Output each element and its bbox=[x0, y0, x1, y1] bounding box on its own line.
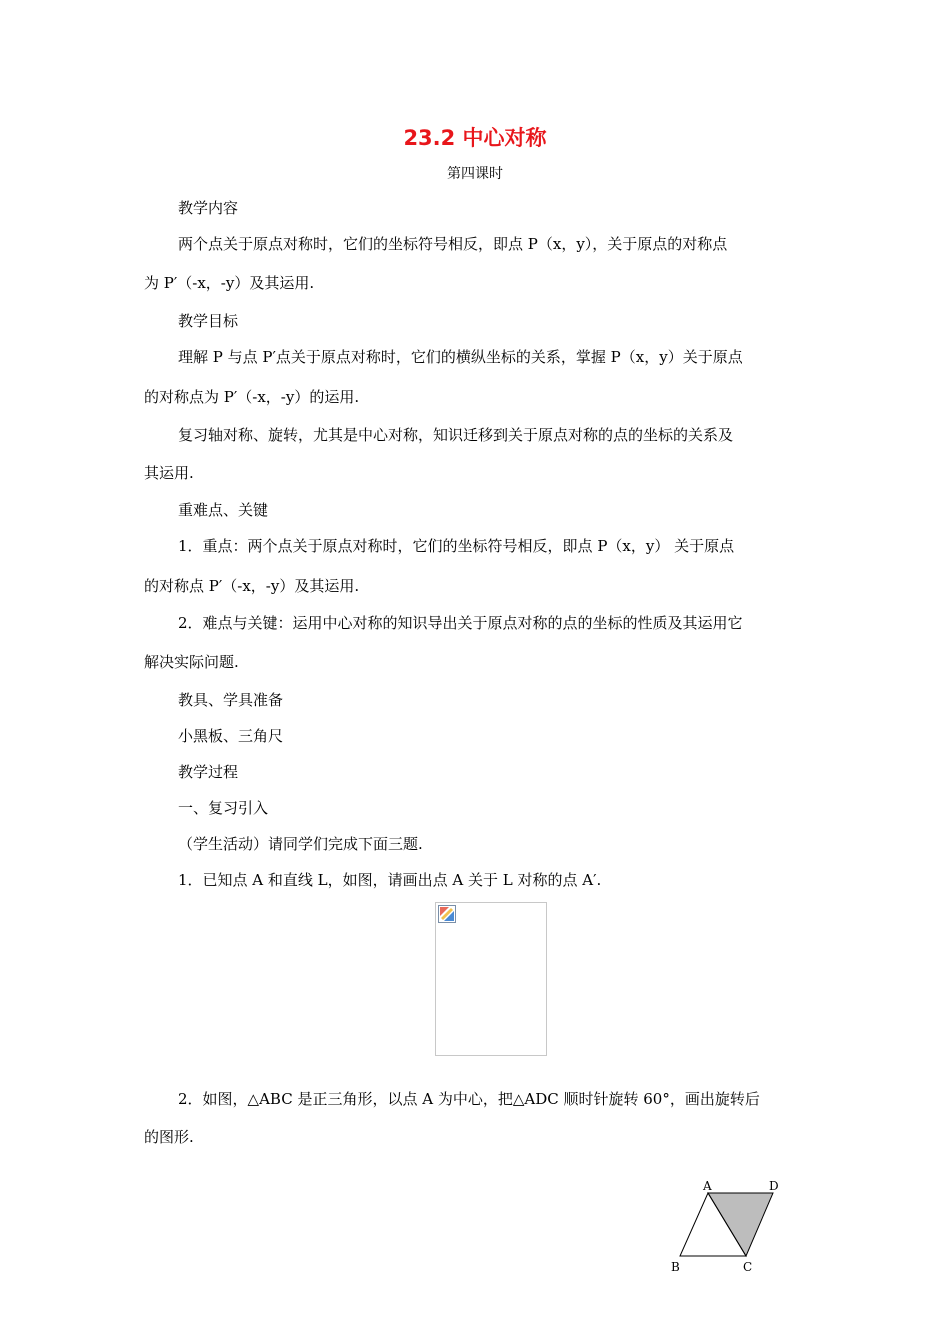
paragraph-line: 为 P′（-x，-y）及其运用. bbox=[144, 274, 315, 292]
heading-teaching-goals: 教学目标 bbox=[178, 312, 239, 330]
heading-teaching-content: 教学内容 bbox=[178, 199, 239, 217]
label-c: C bbox=[743, 1260, 753, 1274]
paragraph-line: 其运用. bbox=[144, 464, 194, 482]
page-title: 23.2 中心对称 bbox=[403, 126, 547, 150]
paragraph-line: （学生活动）请同学们完成下面三题. bbox=[178, 835, 423, 853]
question-1: 1．已知点 A 和直线 L，如图，请画出点 A 关于 L 对称的点 A′. bbox=[178, 871, 602, 889]
paragraph-line: 两个点关于原点对称时，它们的坐标符号相反，即点 P（x，y），关于原点的对称点 bbox=[178, 235, 728, 253]
paragraph-line: 2．难点与关键：运用中心对称的知识导出关于原点对称的点的坐标的性质及其运用它 bbox=[178, 614, 743, 632]
heading-tools: 教具、学具准备 bbox=[178, 691, 284, 709]
label-a: A bbox=[703, 1179, 712, 1193]
label-d: D bbox=[769, 1179, 779, 1193]
paragraph-line: 小黑板、三角尺 bbox=[178, 727, 284, 745]
page-subtitle: 第四课时 bbox=[447, 166, 503, 182]
paragraph-line: 1．重点：两个点关于原点对称时，它们的坐标符号相反，即点 P（x，y） 关于原点 bbox=[178, 537, 735, 555]
heading-teaching-process: 教学过程 bbox=[178, 763, 239, 781]
missing-figure-image bbox=[435, 902, 547, 1056]
triangle-figure bbox=[668, 1176, 788, 1276]
label-b: B bbox=[671, 1260, 680, 1274]
question-2: 2．如图，△ABC 是正三角形，以点 A 为中心，把△ADC 顺时针旋转 60°，画出旋转后 bbox=[178, 1090, 760, 1108]
paragraph-line: 复习轴对称、旋转，尤其是中心对称，知识迁移到关于原点对称的点的坐标的关系及 bbox=[178, 426, 734, 444]
paragraph-line: 的图形. bbox=[144, 1128, 194, 1146]
heading-key-points: 重难点、关键 bbox=[178, 501, 269, 519]
paragraph-line: 的对称点为 P′（-x，-y）的运用. bbox=[144, 388, 360, 406]
paragraph-line: 解决实际问题. bbox=[144, 653, 239, 671]
paragraph-line: 理解 P 与点 P′点关于原点对称时，它们的横纵坐标的关系，掌握 P（x，y）关于原点 bbox=[178, 348, 743, 366]
paragraph-line: 的对称点 P′（-x，-y）及其运用. bbox=[144, 577, 360, 595]
broken-image-icon bbox=[438, 905, 456, 923]
heading-review-intro: 一、复习引入 bbox=[178, 799, 269, 817]
